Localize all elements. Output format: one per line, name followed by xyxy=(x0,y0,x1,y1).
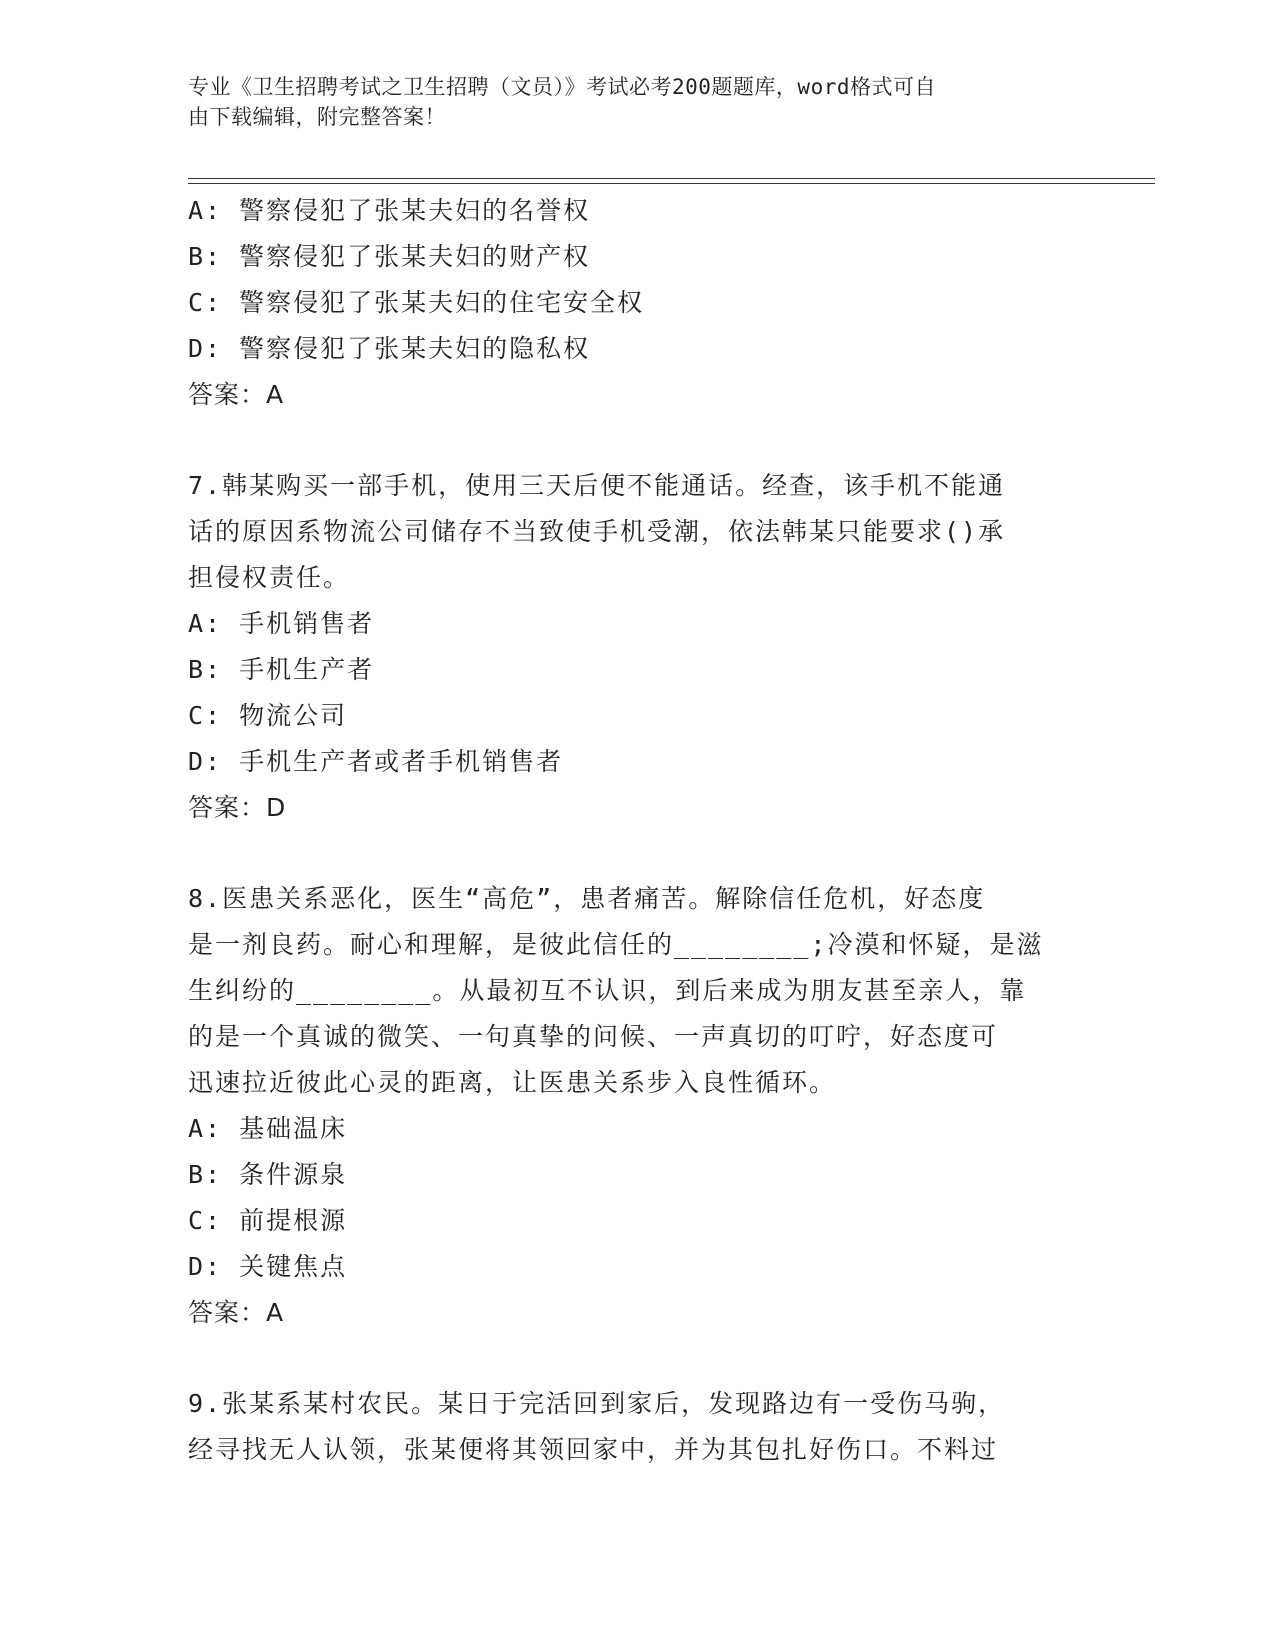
question-6 xyxy=(188,188,1088,418)
header-line-2: 由下载编辑，附完整答案！ xyxy=(188,105,446,129)
answer: 答案：A xyxy=(188,380,285,409)
option-a: A: 警察侵犯了张某夫妇的名誉权 xyxy=(188,196,591,225)
question-text-line: 7.韩某购买一部手机，使用三天后便不能通话。经查，该手机不能通 xyxy=(188,471,1006,500)
header-line-1: 专业《卫生招聘考试之卫生招聘（文员）》考试必考200题题库，word格式可自 xyxy=(188,75,936,99)
option-b: B: 手机生产者 xyxy=(188,655,375,684)
option-c: C: 前提根源 xyxy=(188,1206,348,1235)
question-text-line: 话的原因系物流公司储存不当致使手机受潮，依法韩某只能要求()承 xyxy=(188,517,1006,546)
question-text-line: 是一剂良药。耐心和理解，是彼此信任的________;冷漠和怀疑，是滋 xyxy=(188,930,1044,959)
header-rule-bottom xyxy=(188,183,1155,184)
option-d: D: 警察侵犯了张某夫妇的隐私权 xyxy=(188,334,591,363)
question-text-line: 8.医患关系恶化，医生“高危”，患者痛苦。解除信任危机，好态度 xyxy=(188,884,986,913)
question-text-line: 担侵权责任。 xyxy=(188,563,351,592)
option-a: A: 手机销售者 xyxy=(188,609,375,638)
question-8 xyxy=(188,876,1088,1336)
question-9 xyxy=(188,1381,1088,1473)
question-text-line: 迅速拉近彼此心灵的距离，让医患关系步入良性循环。 xyxy=(188,1068,837,1097)
option-d: D: 手机生产者或者手机销售者 xyxy=(188,747,564,776)
question-list xyxy=(188,188,1088,1473)
question-text-line: 的是一个真诚的微笑、一句真挚的问候、一声真切的叮咛，好态度可 xyxy=(188,1022,999,1051)
option-b: B: 条件源泉 xyxy=(188,1160,348,1189)
document-header xyxy=(188,72,1068,132)
option-a: A: 基础温床 xyxy=(188,1114,348,1143)
option-c: C: 物流公司 xyxy=(188,701,348,730)
answer: 答案：D xyxy=(188,793,287,822)
option-d: D: 关键焦点 xyxy=(188,1252,348,1281)
question-text-line: 经寻找无人认领，张某便将其领回家中，并为其包扎好伤口。不料过 xyxy=(188,1435,999,1464)
header-rule-top xyxy=(188,178,1155,179)
question-text-line: 9.张某系某村农民。某日于完活回到家后，发现路边有一受伤马驹， xyxy=(188,1389,1006,1418)
question-text-line: 生纠纷的________。从最初互不认识，到后来成为朋友甚至亲人，靠 xyxy=(188,976,1027,1005)
option-b: B: 警察侵犯了张某夫妇的财产权 xyxy=(188,242,591,271)
option-c: C: 警察侵犯了张某夫妇的住宅安全权 xyxy=(188,288,645,317)
answer: 答案：A xyxy=(188,1298,285,1327)
question-7 xyxy=(188,463,1088,831)
